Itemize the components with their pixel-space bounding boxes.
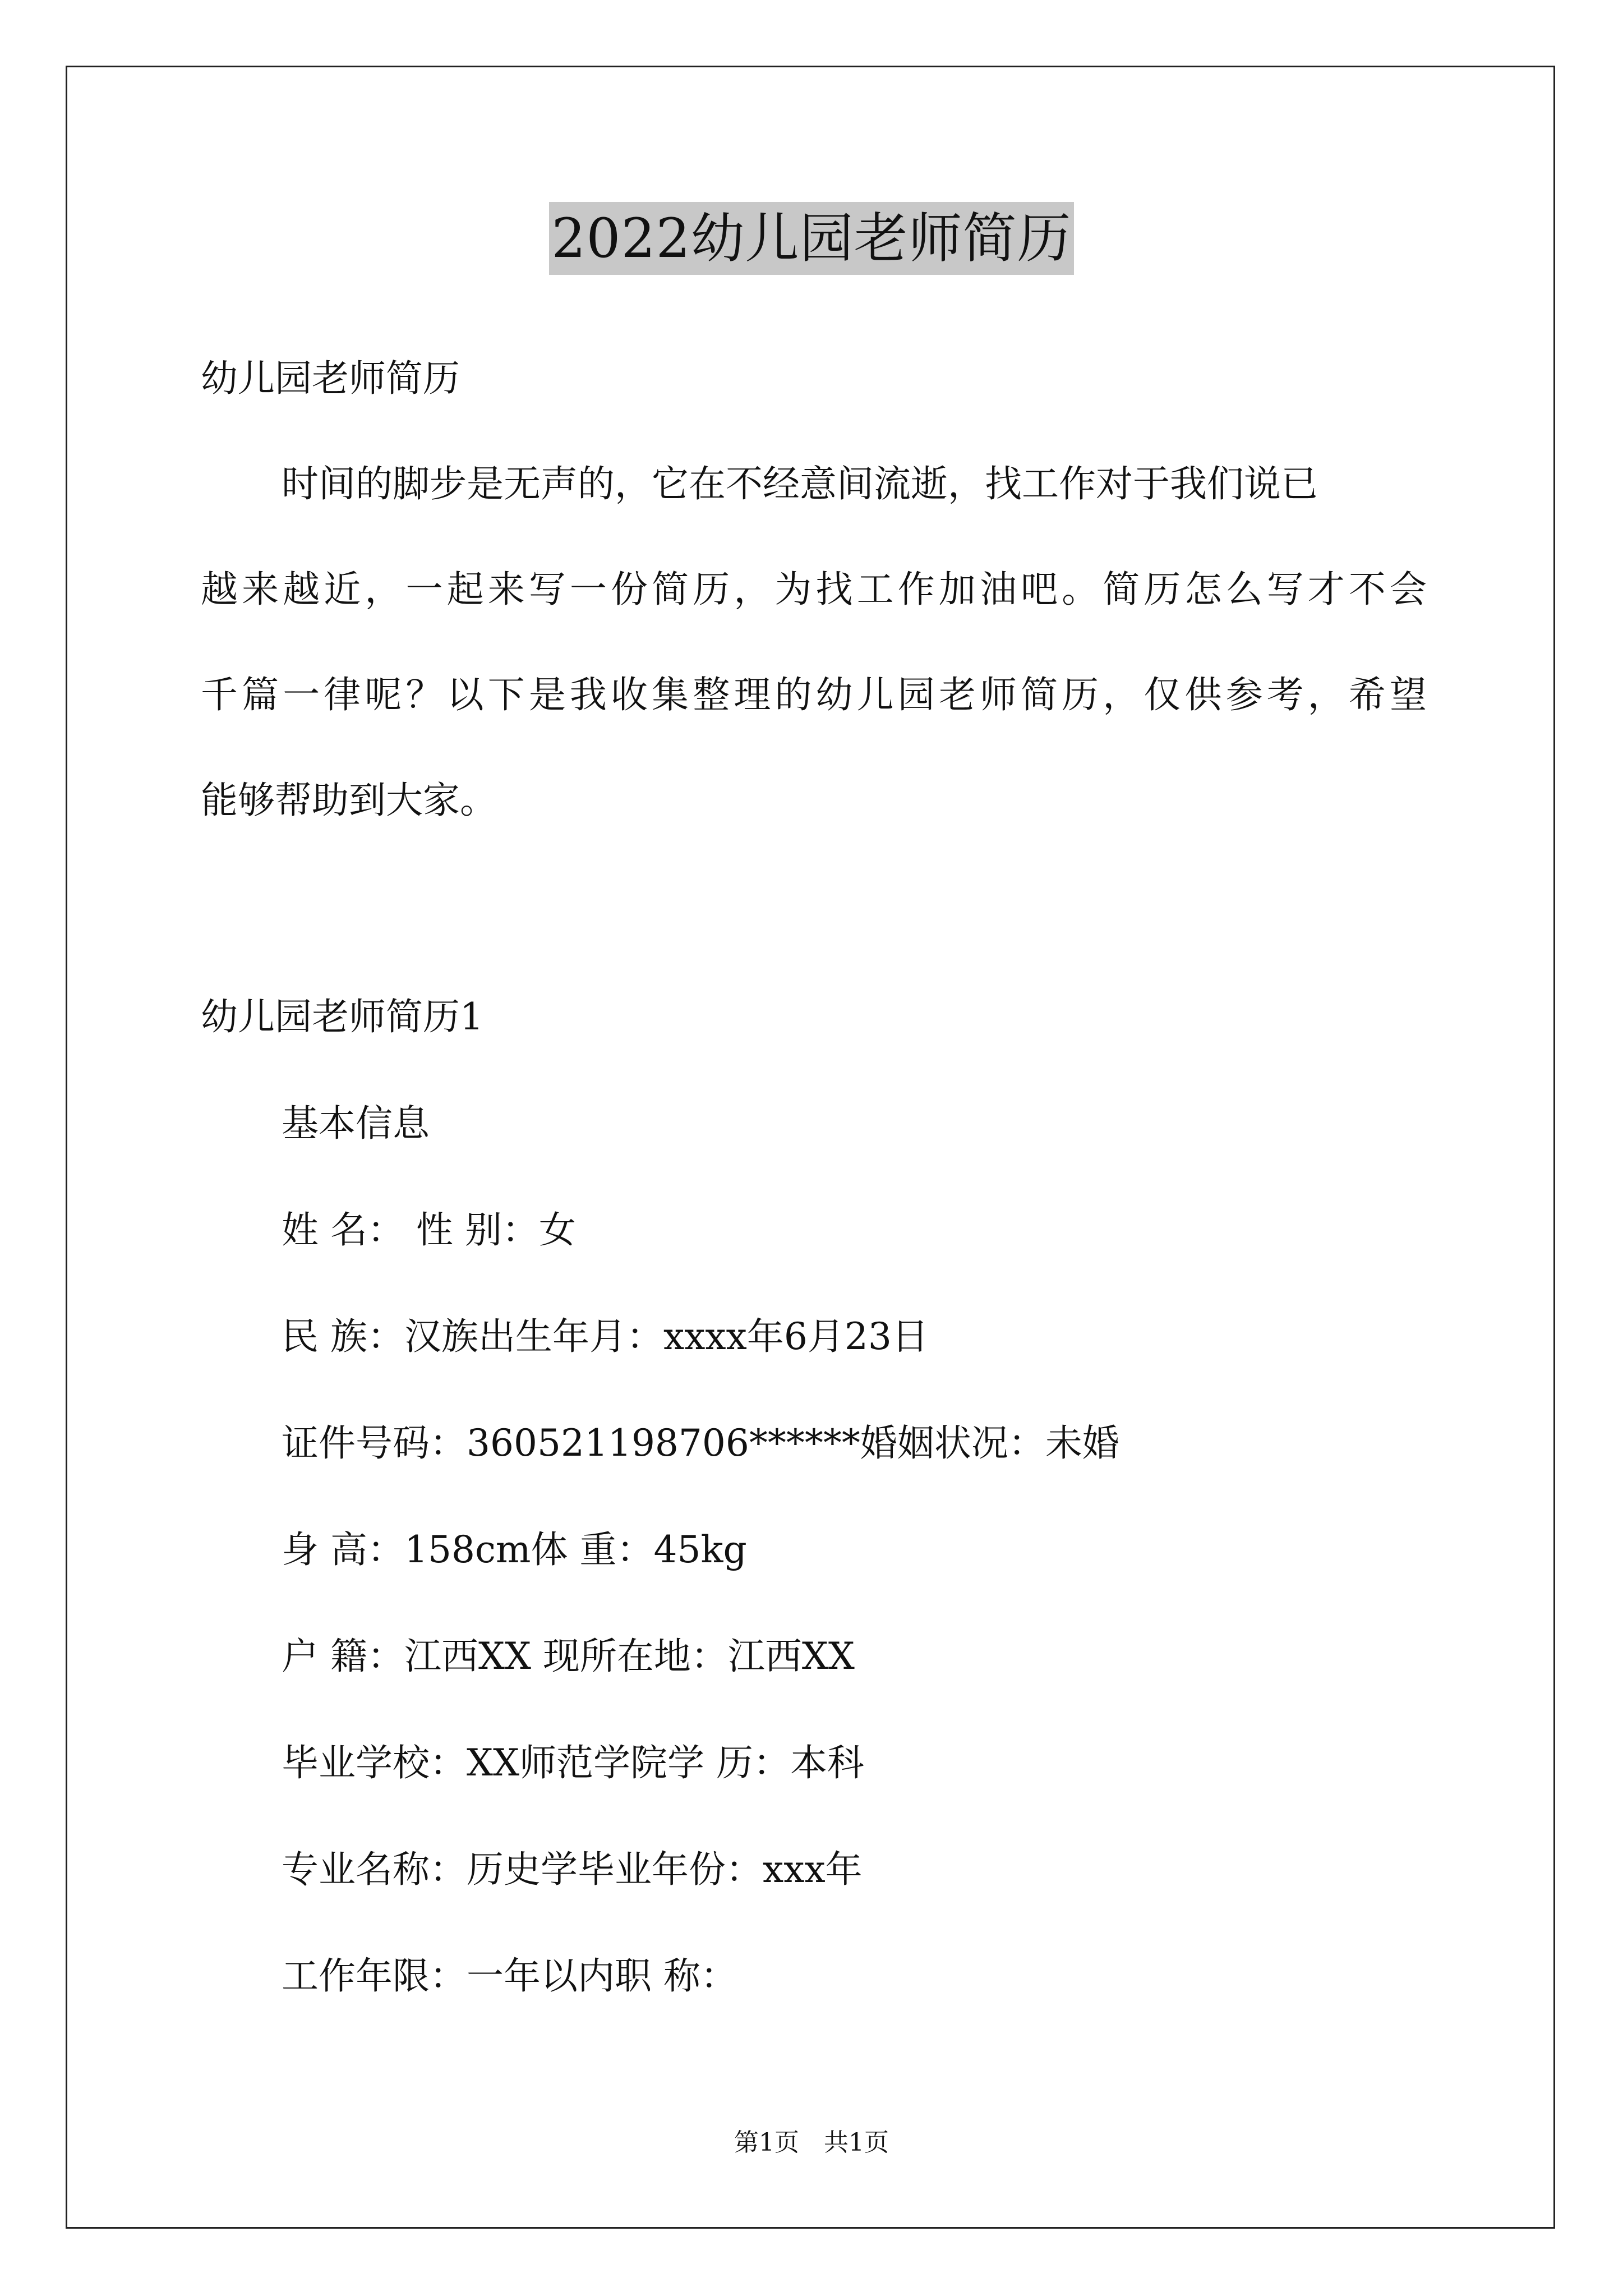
info-school-degree: 毕业学校：XX师范学院学 历：本科 [282, 1741, 864, 1784]
page-footer: 第1页 共1页 [734, 2128, 889, 2157]
intro-line-4: 能够帮助到大家。 [201, 779, 497, 822]
subtitle: 幼儿园老师简历 [201, 357, 460, 400]
title-container [0, 202, 1623, 275]
info-name-gender: 姓 名： 性 别：女 [282, 1208, 576, 1251]
info-experience-title: 工作年限：一年以内职 称： [282, 1954, 737, 1998]
intro-line-2: 越来越近，一起来写一份简历，为找工作加油吧。简历怎么写才不会 [201, 568, 1427, 611]
info-major-year: 专业名称：历史学毕业年份：xxx年 [282, 1848, 863, 1891]
intro-line-3: 千篇一律呢？以下是我收集整理的幼儿园老师简历，仅供参考，希望 [201, 673, 1427, 716]
document-title: 2022幼儿园老师简历 [549, 202, 1073, 275]
info-id-marital: 证件号码：360521198706******婚姻状况：未婚 [282, 1421, 1119, 1465]
info-ethnicity-birth: 民 族：汉族出生年月：xxxx年6月23日 [282, 1315, 929, 1358]
section-title: 幼儿园老师简历1 [201, 995, 483, 1038]
info-height-weight: 身 高：158cm体 重：45kg [282, 1528, 747, 1571]
intro-line-1: 时间的脚步是无声的，它在不经意间流逝，找工作对于我们说已 [282, 462, 1318, 505]
basic-info-heading: 基本信息 [282, 1102, 430, 1145]
info-residence: 户 籍：江西XX 现所在地：江西XX [282, 1635, 855, 1678]
